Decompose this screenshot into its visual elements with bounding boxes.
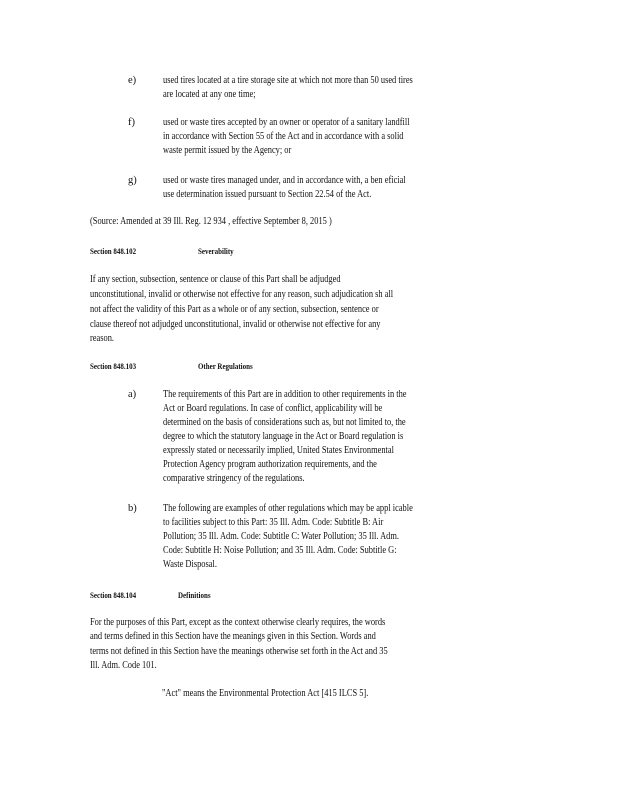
- section-number: Section 848.102: [90, 246, 137, 256]
- item-line: expressly stated or necessarily implied, United States Environmental: [163, 445, 394, 456]
- item-line: determined on the basis of considerations such as, but not limited to, the: [163, 417, 406, 428]
- item-label: a): [128, 389, 137, 400]
- item-line: The requirements of this Part are in addition to other requirements in the: [163, 389, 407, 400]
- item-line: Pollution; 35 Ill. Adm. Code: Subtitle C: Water Pollution; 35 Ill. Adm.: [163, 531, 400, 542]
- item-label: g): [128, 175, 137, 186]
- item-line: The following are examples of other regulations which may be appl icable: [163, 503, 413, 514]
- paragraph-line: not affect the validity of this Part as a whole or of any section, subsection, sentence or: [90, 304, 379, 315]
- item-line: used or waste tires managed under, and in accordance with, a ben eficial: [163, 175, 406, 186]
- paragraph-line: and terms defined in this Section have the meanings given in this Section. Words and: [90, 631, 376, 642]
- source-note: (Source: Amended at 39 Ill. Reg. 12 934 , effective September 8, 2015 ): [90, 216, 332, 227]
- item-label: e): [128, 75, 137, 86]
- paragraph-line: clause thereof not adjudged unconstitutional, invalid or otherwise not effective for any: [90, 319, 381, 330]
- section-title: Definitions: [178, 590, 211, 600]
- act-definition: "Act" means the Environmental Protection Act [415 ILCS 5].: [162, 688, 369, 699]
- section-title: Other Regulations: [198, 361, 253, 371]
- item-line: degree to which the statutory language in the Act or Board regulation is: [163, 431, 404, 442]
- item-line: Protection Agency program authorization requirements, and the: [163, 459, 377, 470]
- section-number: Section 848.104: [90, 590, 137, 600]
- item-line: Waste Disposal.: [163, 559, 217, 570]
- section-title: Severability: [198, 246, 234, 256]
- item-line: used or waste tires accepted by an owner or operator of a sanitary landfill: [163, 117, 410, 128]
- paragraph-line: reason.: [90, 333, 115, 344]
- item-line: are located at any one time;: [163, 89, 256, 100]
- paragraph-line: Ill. Adm. Code 101.: [90, 660, 157, 671]
- item-line: comparative stringency of the regulations.: [163, 473, 305, 484]
- item-line: to facilities subject to this Part: 35 Ill. Adm. Code: Subtitle B: Air: [163, 517, 384, 528]
- item-line: use determination issued pursuant to Section 22.54 of the Act.: [163, 189, 372, 200]
- item-line: Code: Subtitle H: Noise Pollution; and 35 Ill. Adm. Code: Subtitle G:: [163, 545, 397, 556]
- section-number: Section 848.103: [90, 361, 137, 371]
- item-line: waste permit issued by the Agency; or: [163, 145, 292, 156]
- paragraph-line: For the purposes of this Part, except as the context otherwise clearly requires, the words: [90, 617, 386, 628]
- item-line: in accordance with Section 55 of the Act and in accordance with a solid: [163, 131, 404, 142]
- paragraph-line: unconstitutional, invalid or otherwise not effective for any reason, such adjudication sh all: [90, 289, 394, 300]
- item-line: used tires located at a tire storage site at which not more than 50 used tires: [163, 75, 413, 86]
- item-line: Act or Board regulations. In case of conflict, applicability will be: [163, 403, 383, 414]
- paragraph-line: terms not defined in this Section have the meanings otherwise set forth in the Act and 35: [90, 646, 388, 657]
- item-label: f): [128, 117, 135, 128]
- paragraph-line: If any section, subsection, sentence or clause of this Part shall be adjudged: [90, 274, 341, 285]
- item-label: b): [128, 503, 137, 514]
